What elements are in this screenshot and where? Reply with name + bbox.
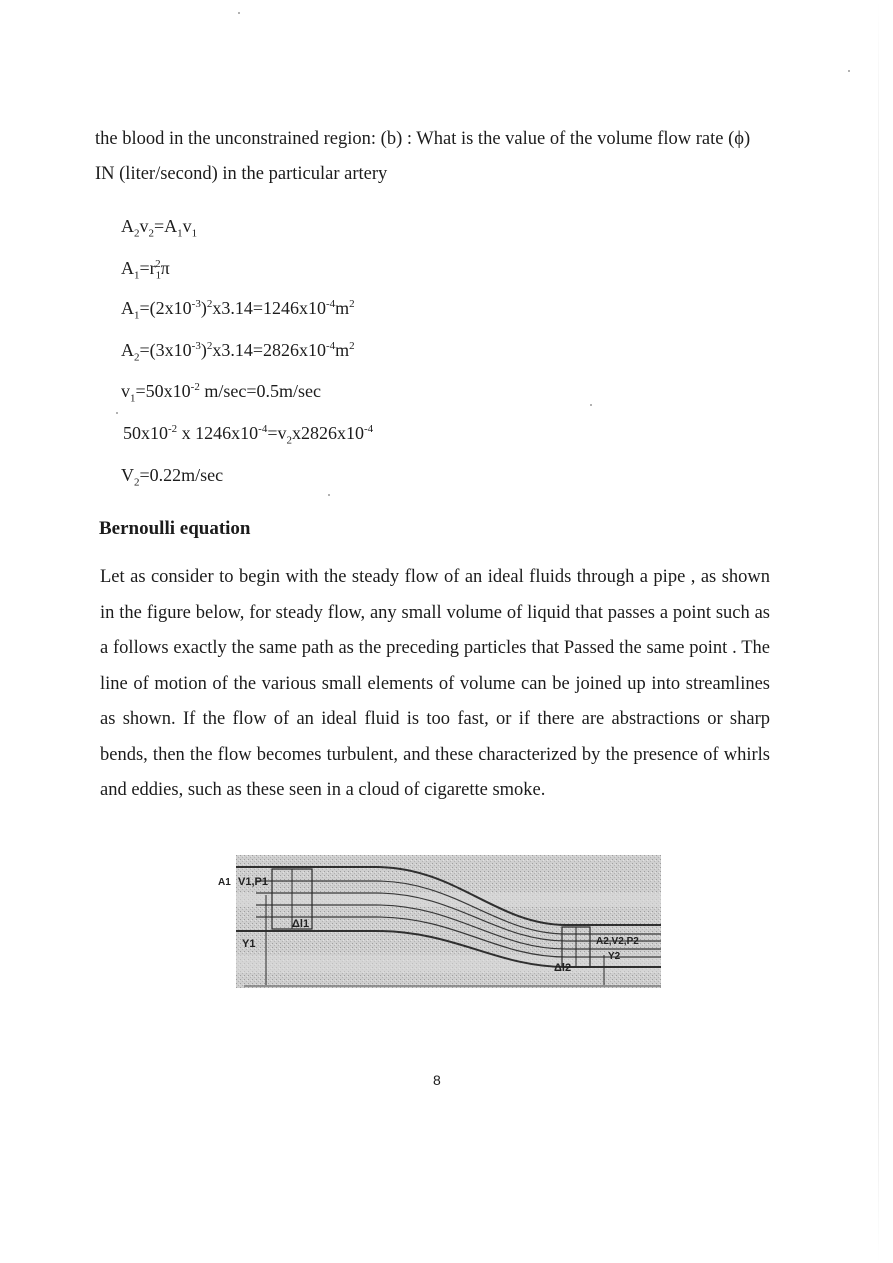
equation-result-v2: $V_2=0.22m/\sec$	[121, 465, 224, 489]
label-delta-l1: Δl1	[292, 918, 310, 930]
scan-speck	[328, 494, 330, 496]
label-delta-l2: Δl2	[554, 962, 572, 974]
flow-diagram	[218, 855, 661, 988]
equation-area-a1: $A_1=(2x10^{-3})^2x3.14=1246x10^{-4}m^2$	[121, 298, 355, 322]
scan-speck	[590, 404, 592, 406]
scan-edge-line	[878, 0, 879, 1263]
paragraph-question: the blood in the unconstrained region: (b) : What is the value of the volume flow rate (ϕ) IN (liter/second) in the particular artery	[95, 129, 751, 184]
equation-velocity-v1: $v_1=50x10^{-2}$ m/sec=0.5m/sec	[121, 381, 321, 405]
label-v1-p1: V1,P1	[238, 876, 268, 888]
equation-area-formula: $A_1=r_1^2\pi$	[121, 258, 170, 282]
equation-substitution: $50x10^{-2}$ x $1246x10^{-4}=v_2x2826x10^{-4}$	[123, 423, 374, 447]
equation-continuity: $A_2v_2=A_1v_1$	[121, 216, 198, 240]
scan-speck	[238, 12, 240, 14]
scan-speck	[116, 412, 118, 414]
paragraph-bernoulli: Let as consider to begin with the steady flow of an ideal fluids through a pipe , as shown in the figure below, for steady flow, any small volume of liquid that passes a point such as a follows exactly the same path as the preceding particles that Passed the same point . The line of motion of the various small elements of volume can be joined up into streamlines as shown. If the flow of an ideal fluid is too fast, or if there are abstractions or sharp bends, then the flow becomes turbulent, and these characterized by the presence of whirls and eddies, such as these seen in a cloud of cigarette smoke.	[100, 567, 770, 800]
label-y2: Y2	[608, 951, 621, 962]
equation-area-a2: $A_2=(3x10^{-3})^2x3.14=2826x10^{-4}m^2$	[121, 340, 355, 364]
page-number: 8	[433, 1072, 441, 1088]
label-a2-v2-p2: A2,V2,P2	[596, 936, 639, 947]
scan-speck	[848, 70, 850, 72]
section-heading: Bernoulli equation	[99, 518, 251, 539]
label-a1: A1	[218, 877, 231, 888]
label-y1: Y1	[242, 938, 256, 950]
flow-pipe-figure	[218, 855, 661, 988]
